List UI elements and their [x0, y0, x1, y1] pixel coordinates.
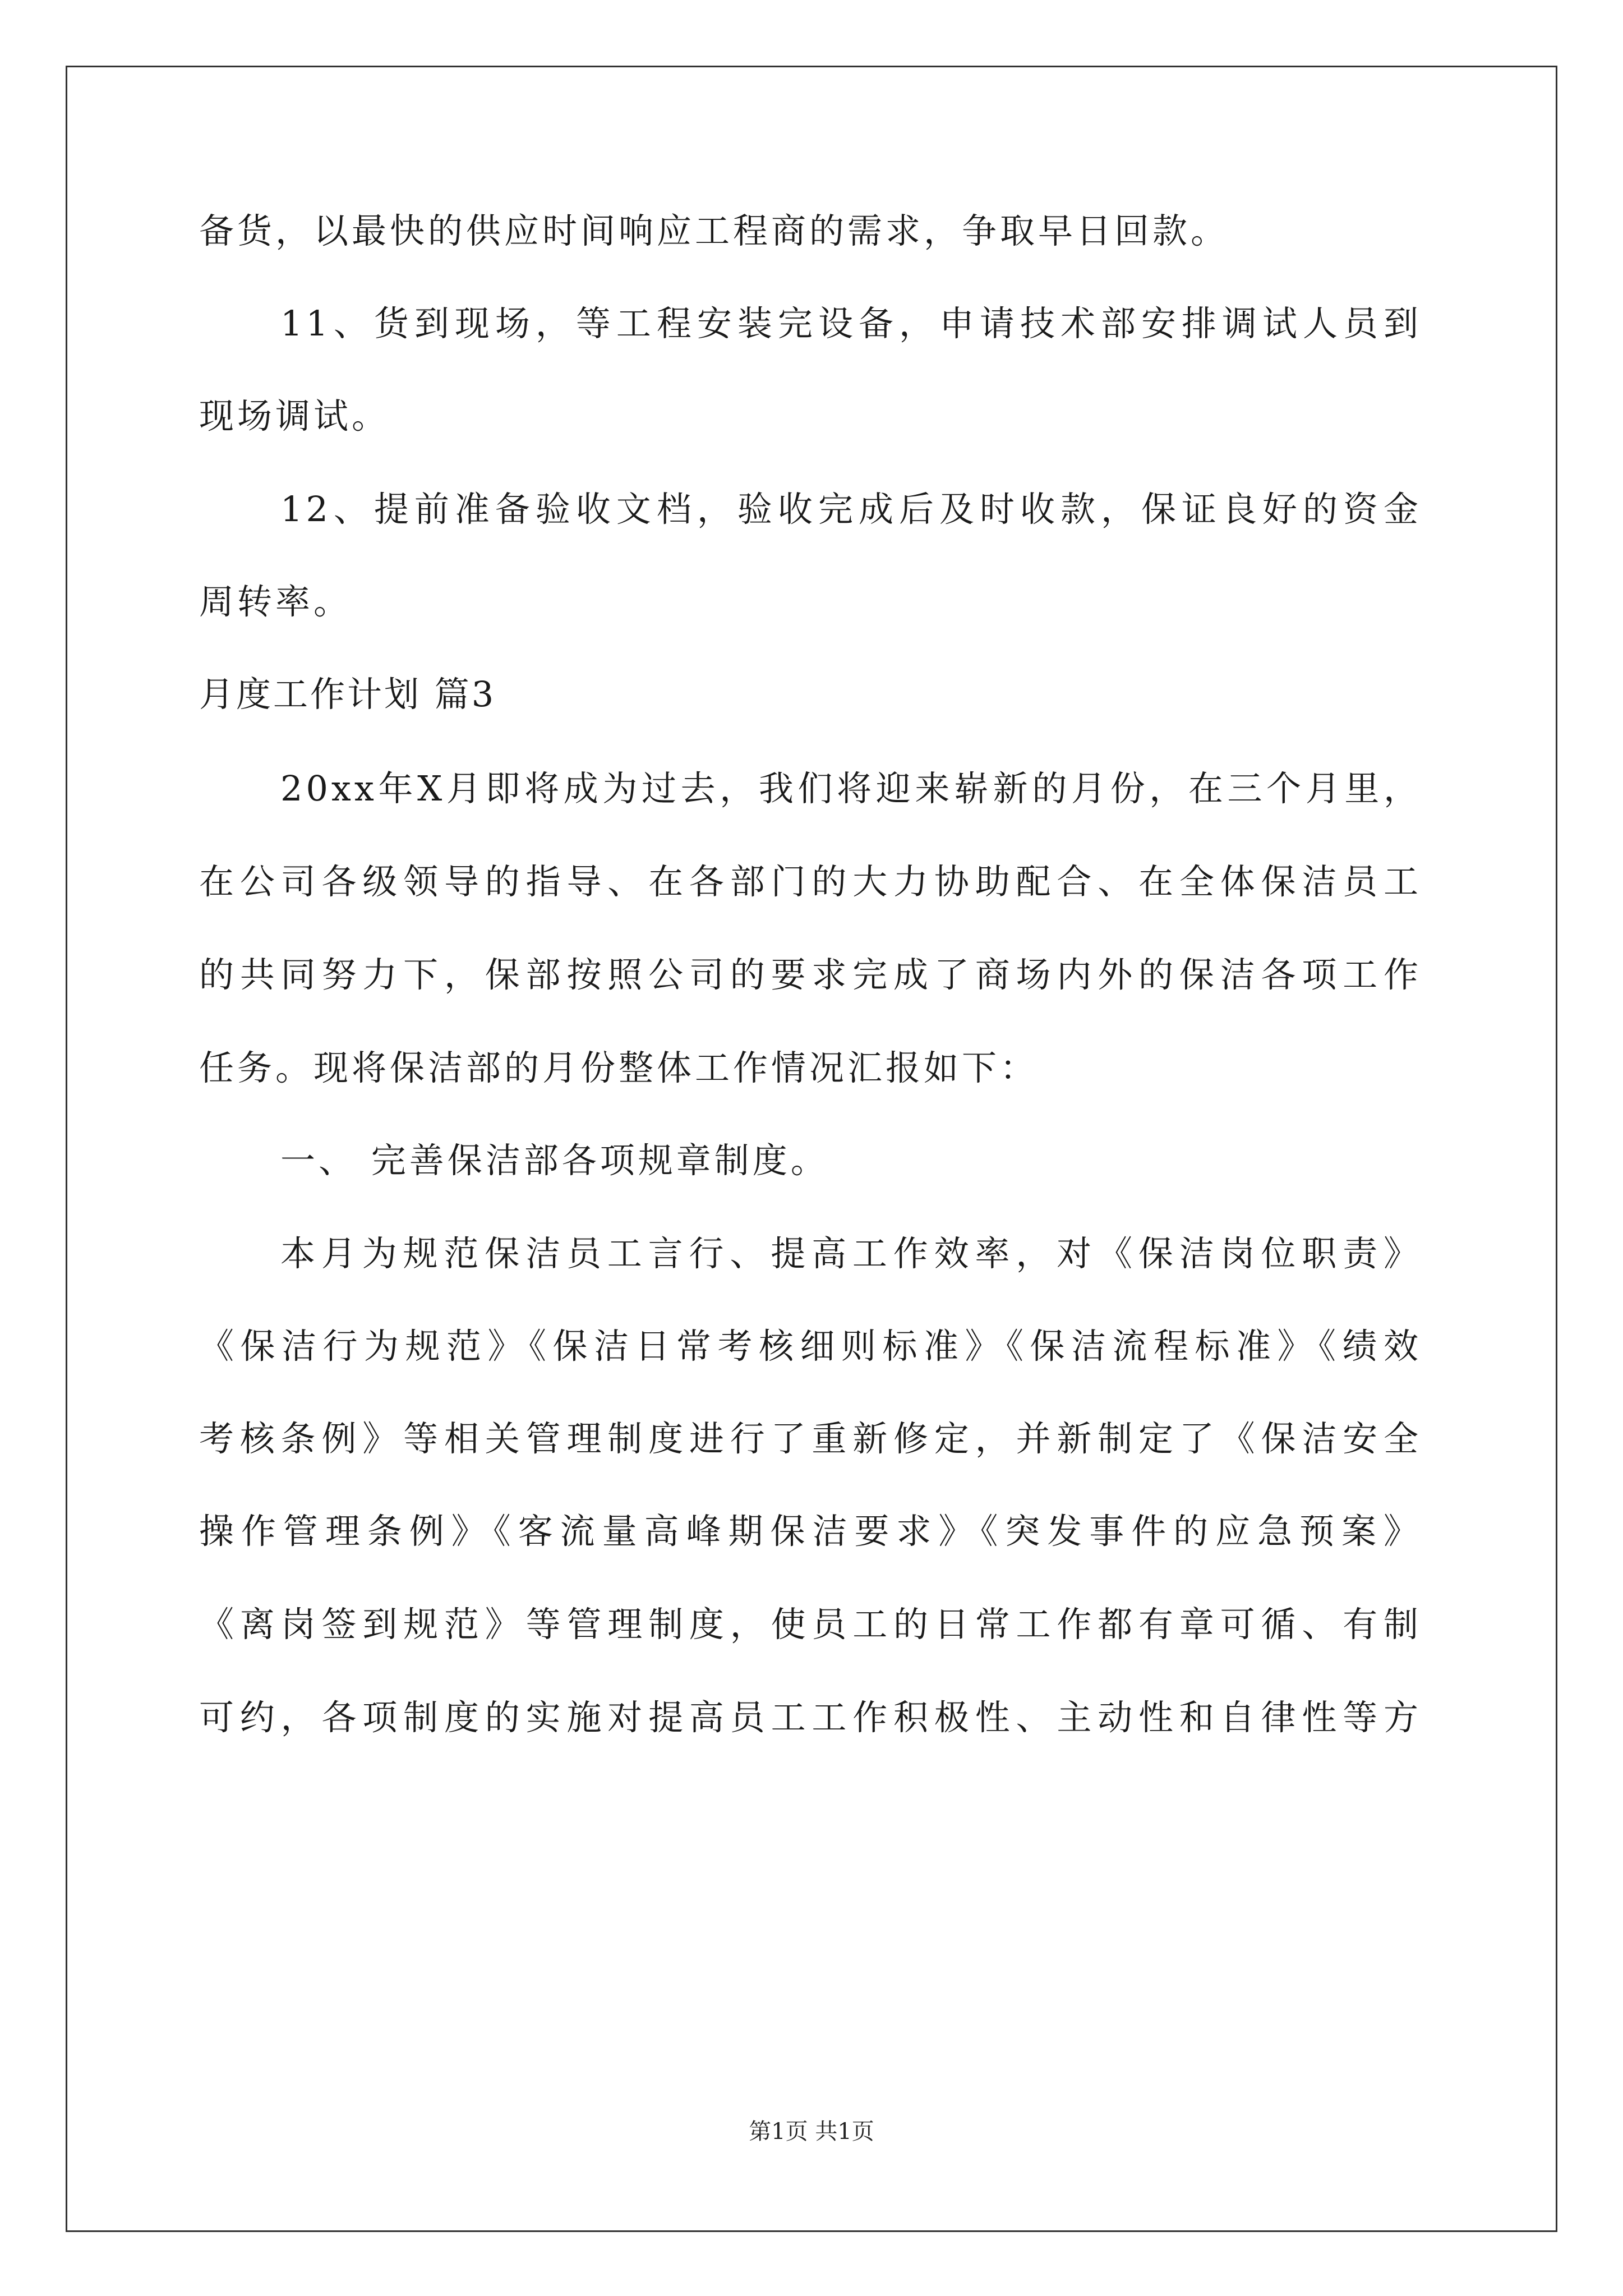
- paragraph-line: 备货，以最快的供应时间响应工程商的需求，争取早日回款。: [199, 210, 1229, 251]
- section-heading: 月度工作计划 篇3: [199, 674, 496, 715]
- paragraph-line: 12、提前准备验收文档，验收完成后及时收款，保证良好的资金: [280, 489, 1422, 530]
- paragraph-line: 考核条例》等相关管理制度进行了重新修定，并新制定了《保洁安全: [199, 1418, 1422, 1459]
- page-footer: 第1页 共1页: [749, 2119, 874, 2145]
- paragraph-line: 的共同努力下，保部按照公司的要求完成了商场内外的保洁各项工作: [199, 954, 1422, 995]
- paragraph-line: 操作管理条例》《客流量高峰期保洁要求》《突发事件的应急预案》: [199, 1511, 1422, 1552]
- paragraph-line: 可约，各项制度的实施对提高员工工作积极性、主动性和自律性等方: [199, 1697, 1422, 1738]
- paragraph-line: 本月为规范保洁员工言行、提高工作效率，对《保洁岗位职责》: [280, 1233, 1422, 1274]
- paragraph-line: 在公司各级领导的指导、在各部门的大力协助配合、在全体保洁员工: [199, 861, 1422, 902]
- paragraph-line: 现场调试。: [199, 395, 390, 436]
- paragraph-line: 20xx年X月即将成为过去，我们将迎来崭新的月份，在三个月里，: [280, 768, 1422, 809]
- paragraph-line: 任务。现将保洁部的月份整体工作情况汇报如下：: [199, 1047, 1039, 1088]
- subheading-line: 一、 完善保洁部各项规章制度。: [280, 1140, 829, 1181]
- paragraph-line: 《离岗签到规范》等管理制度，使员工的日常工作都有章可循、有制: [199, 1604, 1422, 1645]
- paragraph-line: 11、货到现场，等工程安装完设备，申请技术部安排调试人员到: [280, 303, 1422, 344]
- paragraph-line: 《保洁行为规范》《保洁日常考核细则标准》《保洁流程标准》《绩效: [199, 1326, 1422, 1366]
- paragraph-line: 周转率。: [199, 581, 352, 622]
